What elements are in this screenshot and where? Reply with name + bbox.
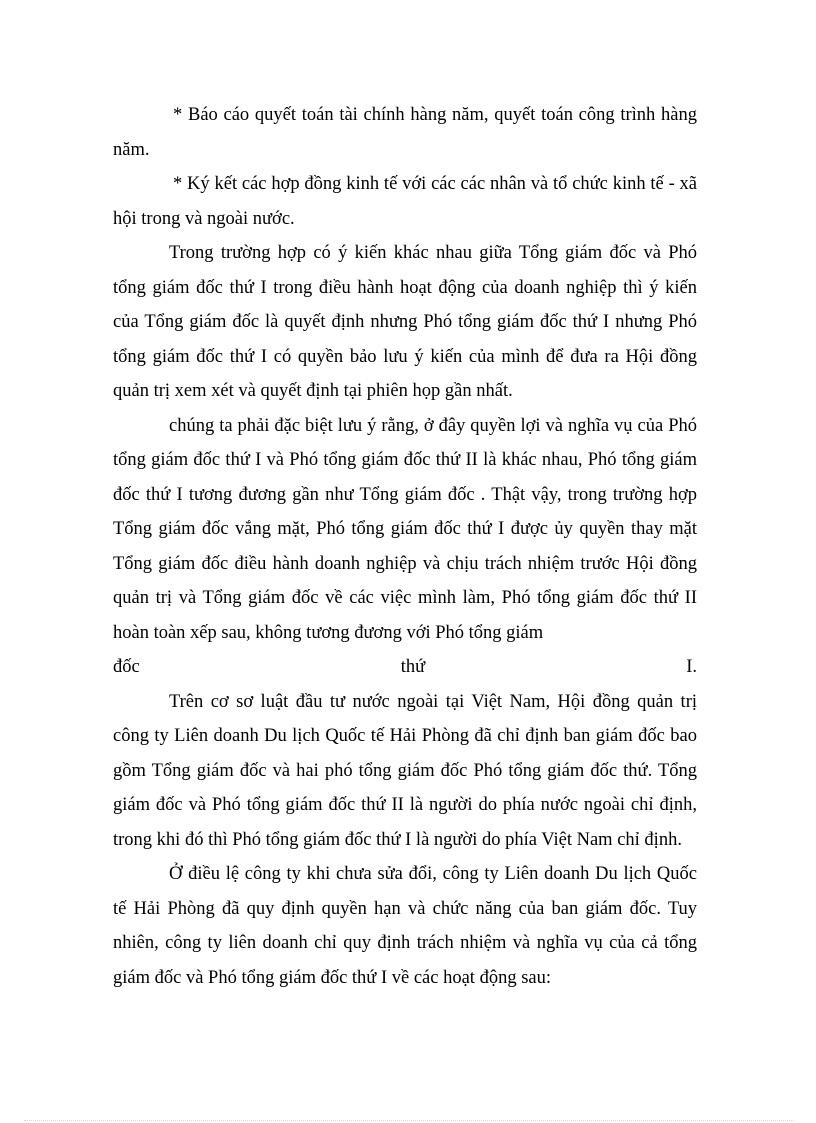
page-bottom-rule	[24, 1120, 794, 1121]
document-body	[113, 98, 697, 995]
spread-word-1: đốc	[113, 657, 140, 677]
paragraph-disagreement: Trong trường hợp có ý kiến khác nhau giữa Tổng giám đốc và Phó tổng giám đốc thứ I trong điều hành hoạt động của doanh nghiệp thì ý kiến của Tổng giám đốc là quyết định nhưng Phó tổng giám đốc thứ I nhưng Phó tổng giám đốc thứ I có quyền bảo lưu ý kiến của mình để đưa ra Hội đồng quản trị xem xét và quyết định tại phiên họp gần nhất.	[113, 243, 697, 401]
spread-word-2: thứ	[400, 657, 426, 677]
paragraph-economic-contracts: * Ký kết các hợp đồng kinh tế với các các nhân và tổ chức kinh tế - xã hội trong và ngoài nước.	[113, 174, 697, 229]
paragraph-rights-duties: chúng ta phải đặc biệt lưu ý rằng, ở đây quyền lợi và nghĩa vụ của Phó tổng giám đốc thứ I và Phó tổng giám đốc thứ II là khác nhau, Phó tổng giám đốc thứ I tương đương gần như Tổng giám đốc . Thật vậy, trong trường hợp Tổng giám đốc vắng mặt, Phó tổng giám đốc thứ I được ủy quyền thay mặt Tổng giám đốc điều hành doanh nghiệp và chịu trách nhiệm trước Hội đồng quản trị và Tổng giám đốc về các việc mình làm, Phó tổng giám đốc thứ II hoàn toàn xếp sau, không tương đương với Phó tổng giám	[113, 415, 697, 643]
paragraph-investment-law: Trên cơ sơ luật đầu tư nước ngoài tại Việt Nam, Hội đồng quản trị công ty Liên doanh Du lịch Quốc tế Hải Phòng đã chỉ định ban giám đốc bao gồm Tổng giám đốc và hai phó tổng giám đốc Phó tổng giám đốc thứ. Tổng giám đốc và Phó tổng giám đốc thứ II là người do phía nước ngoài chỉ định, trong khi đó thì Phó tổng giám đốc thứ I là người do phía Việt Nam chỉ định.	[113, 691, 697, 850]
paragraph-rights-duties-last-line	[113, 650, 697, 685]
spread-word-3: I.	[686, 657, 697, 677]
paragraph-financial-report: * Báo cáo quyết toán tài chính hàng năm, quyết toán công trình hàng năm.	[113, 105, 697, 160]
paragraph-charter: Ở điều lệ công ty khi chưa sửa đổi, công ty Liên doanh Du lịch Quốc tế Hải Phòng đã quy định quyền hạn và chức năng của ban giám đốc. Tuy nhiên, công ty liên doanh chỉ quy định trách nhiệm và nghĩa vụ của cả tổng giám đốc và Phó tổng giám đốc thứ I về các hoạt động sau:	[113, 864, 697, 988]
